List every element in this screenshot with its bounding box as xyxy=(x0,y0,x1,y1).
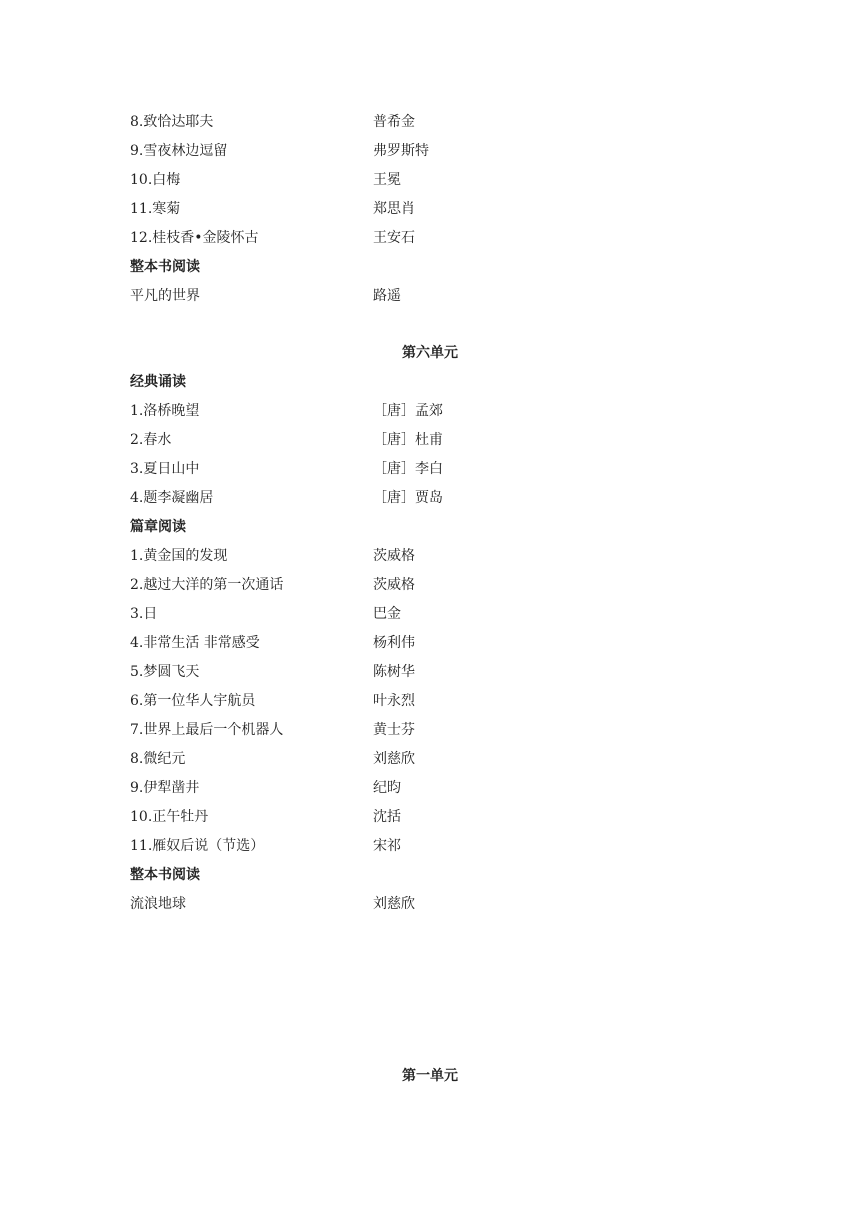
reading-title: 4.题李凝幽居 xyxy=(130,490,214,506)
unit-heading: 第六单元 xyxy=(402,345,458,361)
list-item xyxy=(130,228,690,248)
reading-author: 陈树华 xyxy=(373,664,415,680)
reading-title: 平凡的世界 xyxy=(130,288,200,304)
reading-title: 3.夏日山中 xyxy=(130,461,200,477)
list-item xyxy=(130,894,690,914)
reading-title: 12.桂枝香•金陵怀古 xyxy=(130,230,259,246)
reading-title: 11.寒菊 xyxy=(130,201,181,217)
list-item xyxy=(130,546,690,566)
section-heading-classic: 经典诵读 xyxy=(130,374,186,390)
reading-author: 纪昀 xyxy=(373,780,401,796)
reading-title: 流浪地球 xyxy=(130,896,186,912)
list-item xyxy=(130,286,690,306)
list-item xyxy=(130,749,690,769)
reading-title: 1.洛桥晚望 xyxy=(130,403,200,419)
section-heading-whole-book: 整本书阅读 xyxy=(130,259,200,275)
reading-title: 6.第一位华人宇航员 xyxy=(130,693,256,709)
list-item xyxy=(130,401,690,421)
reading-author: ［唐］孟郊 xyxy=(373,403,443,419)
reading-title: 2.越过大洋的第一次通话 xyxy=(130,577,284,593)
list-item xyxy=(130,488,690,508)
reading-author: 杨利伟 xyxy=(373,635,415,651)
list-item xyxy=(130,199,690,219)
section-heading-whole-book: 整本书阅读 xyxy=(130,867,200,883)
reading-title: 2.春水 xyxy=(130,432,172,448)
reading-author: 茨威格 xyxy=(373,577,415,593)
reading-author: 宋祁 xyxy=(373,838,401,854)
reading-title: 11.雁奴后说（节选） xyxy=(130,838,265,854)
list-item xyxy=(130,720,690,740)
reading-author: 叶永烈 xyxy=(373,693,415,709)
reading-author: 王冕 xyxy=(373,172,401,188)
list-item xyxy=(130,807,690,827)
reading-author: 巴金 xyxy=(373,606,401,622)
reading-author: ［唐］杜甫 xyxy=(373,432,443,448)
list-item xyxy=(130,141,690,161)
reading-title: 4.非常生活 非常感受 xyxy=(130,635,260,651)
reading-title: 5.梦圆飞天 xyxy=(130,664,200,680)
list-item xyxy=(130,778,690,798)
reading-author: 弗罗斯特 xyxy=(373,143,429,159)
reading-title: 10.正午牡丹 xyxy=(130,809,209,825)
reading-author: ［唐］贾岛 xyxy=(373,490,443,506)
reading-author: 刘慈欣 xyxy=(373,751,415,767)
list-item xyxy=(130,459,690,479)
list-item xyxy=(130,430,690,450)
list-item xyxy=(130,170,690,190)
reading-title: 7.世界上最后一个机器人 xyxy=(130,722,284,738)
reading-title: 3.日 xyxy=(130,606,158,622)
reading-author: 路遥 xyxy=(373,288,401,304)
reading-author: 普希金 xyxy=(373,114,415,130)
section-heading-chapters: 篇章阅读 xyxy=(130,519,186,535)
reading-author: 黄士芬 xyxy=(373,722,415,738)
reading-title: 9.雪夜林边逗留 xyxy=(130,143,228,159)
reading-title: 1.黄金国的发现 xyxy=(130,548,228,564)
reading-title: 9.伊犁凿井 xyxy=(130,780,200,796)
reading-title: 10.白梅 xyxy=(130,172,181,188)
list-item xyxy=(130,662,690,682)
reading-author: 茨威格 xyxy=(373,548,415,564)
list-item xyxy=(130,112,690,132)
list-item xyxy=(130,836,690,856)
reading-title: 8.致恰达耶夫 xyxy=(130,114,214,130)
list-item xyxy=(130,691,690,711)
reading-author: 王安石 xyxy=(373,230,415,246)
list-item xyxy=(130,604,690,624)
reading-author: 刘慈欣 xyxy=(373,896,415,912)
reading-author: 沈括 xyxy=(373,809,401,825)
list-item xyxy=(130,633,690,653)
reading-author: ［唐］李白 xyxy=(373,461,443,477)
list-item xyxy=(130,575,690,595)
reading-title: 8.微纪元 xyxy=(130,751,186,767)
unit-heading: 第一单元 xyxy=(402,1068,458,1084)
reading-author: 郑思肖 xyxy=(373,201,415,217)
